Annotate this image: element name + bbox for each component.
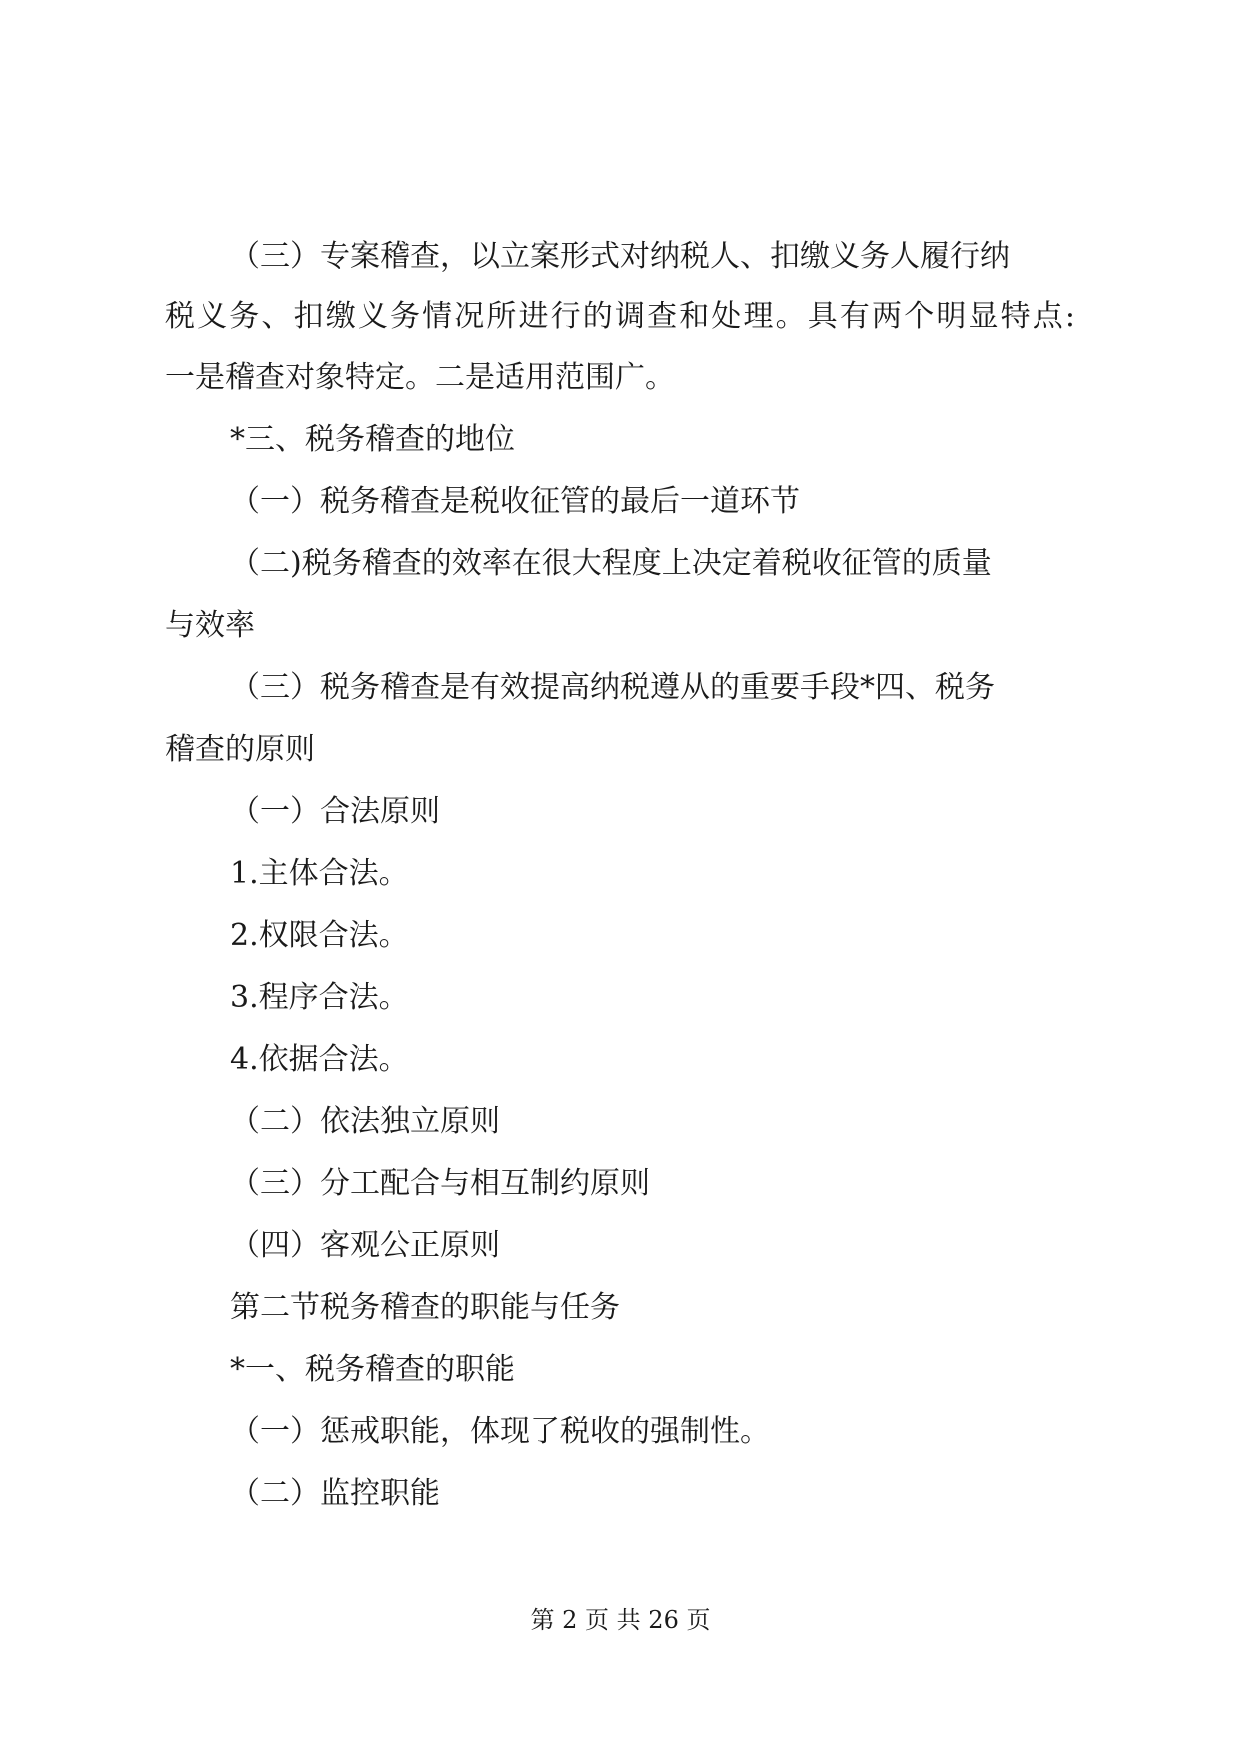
list-item: 1.主体合法。 xyxy=(230,856,409,891)
text-line: （二）依法独立原则 xyxy=(230,1104,500,1139)
text-line: （三）专案稽查，以立案形式对纳税人、扣缴义务人履行纳 xyxy=(230,239,1010,274)
section-heading: *一、税务稽查的职能 xyxy=(230,1352,515,1387)
text-line: 一是稽查对象特定。二是适用范围广。 xyxy=(165,360,675,395)
text-line: （三）税务稽查是有效提高纳税遵从的重要手段*四、税务 xyxy=(230,670,995,705)
text-line: （二）监控职能 xyxy=(230,1476,440,1511)
text-line: （一）税务稽查是税收征管的最后一道环节 xyxy=(230,484,800,519)
list-item: 3.程序合法。 xyxy=(230,980,409,1015)
list-item: 4.依据合法。 xyxy=(230,1042,409,1077)
list-item: 2.权限合法。 xyxy=(230,918,409,953)
section-heading: *三、税务稽查的地位 xyxy=(230,422,515,457)
text-line: （二)税务稽查的效率在很大程度上决定着税收征管的质量 xyxy=(230,546,992,581)
text-line: 税义务、扣缴义务情况所进行的调查和处理。具有两个明显特点: xyxy=(165,299,1075,334)
text-line: （一）合法原则 xyxy=(230,794,440,829)
page-number-footer: 第 2 页 共 26 页 xyxy=(530,1606,711,1634)
text-line: （一）惩戒职能，体现了税收的强制性。 xyxy=(230,1414,770,1449)
text-line: （四）客观公正原则 xyxy=(230,1228,500,1263)
text-line: （三）分工配合与相互制约原则 xyxy=(230,1166,650,1201)
text-line: 与效率 xyxy=(165,608,255,643)
section-heading: 第二节税务稽查的职能与任务 xyxy=(230,1290,620,1325)
text-line: 稽查的原则 xyxy=(165,732,315,767)
